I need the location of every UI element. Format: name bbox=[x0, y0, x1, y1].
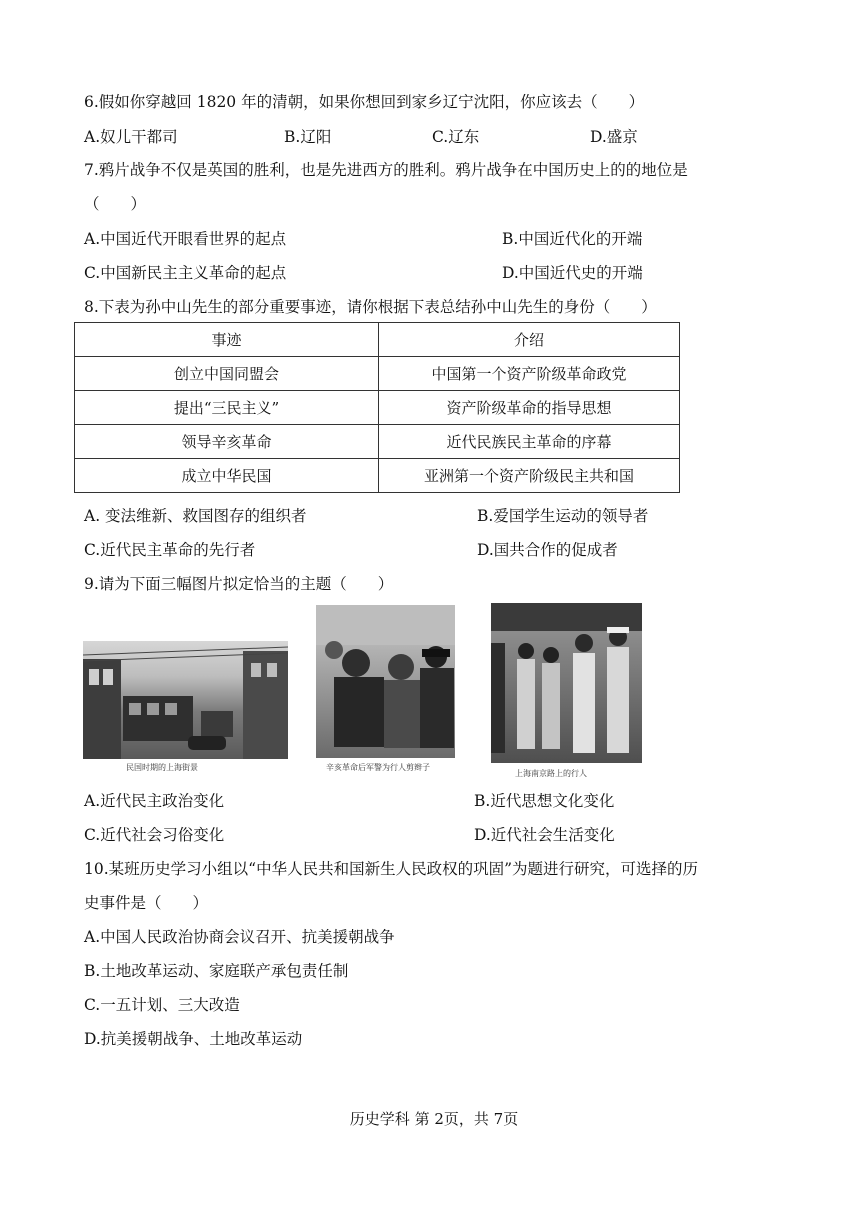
table-cell: 亚洲第一个资产阶级民主共和国 bbox=[379, 459, 680, 493]
table-header-row bbox=[75, 323, 680, 357]
q9-stem: 9.请为下面三幅图片拟定恰当的主题（ ） bbox=[84, 575, 394, 593]
table-header-cell: 介绍 bbox=[379, 323, 680, 357]
page-footer: 历史学科 第 2页，共 7页 bbox=[349, 1110, 519, 1128]
q9-option-d: D.近代社会生活变化 bbox=[474, 826, 615, 844]
q8-option-d: D.国共合作的促成者 bbox=[477, 541, 618, 559]
q10-option-d: D.抗美援朝战争、土地改革运动 bbox=[84, 1030, 303, 1048]
photo-caption-3: 上海南京路上的行人 bbox=[515, 769, 587, 778]
photo-caption-2: 辛亥革命后军警为行人剪辫子 bbox=[326, 763, 430, 772]
table-cell: 资产阶级革命的指导思想 bbox=[379, 391, 680, 425]
q10-stem-line1: 10.某班历史学习小组以“中华人民共和国新生人民政权的巩固”为题进行研究，可选择的历 bbox=[84, 860, 699, 878]
q6-option-c: C.辽东 bbox=[432, 128, 480, 146]
q6-option-b: B.辽阳 bbox=[284, 128, 332, 146]
q6-stem: 6.假如你穿越回 1820 年的清朝，如果你想回到家乡辽宁沈阳，你应该去（ ） bbox=[84, 93, 645, 111]
q8-option-a: A. 变法维新、救国图存的组织者 bbox=[84, 507, 307, 525]
q7-option-a: A.中国近代开眼看世界的起点 bbox=[84, 230, 287, 248]
q10-option-a: A.中国人民政治协商会议召开、抗美援朝战争 bbox=[84, 928, 395, 946]
q10-stem-line2: 史事件是（ ） bbox=[84, 894, 209, 912]
q9-option-b: B.近代思想文化变化 bbox=[474, 792, 615, 810]
q6-option-d: D.盛京 bbox=[590, 128, 638, 146]
q8-option-c: C.近代民主革命的先行者 bbox=[84, 541, 256, 559]
q7-option-b: B.中国近代化的开端 bbox=[502, 230, 643, 248]
q10-option-b: B.土地改革运动、家庭联产承包责任制 bbox=[84, 962, 349, 980]
q8-stem: 8.下表为孙中山先生的部分重要事迹，请你根据下表总结孙中山先生的身份（ ） bbox=[84, 298, 657, 316]
q6-option-a: A.奴儿干都司 bbox=[84, 128, 178, 146]
table-row bbox=[75, 391, 680, 425]
table-row bbox=[75, 425, 680, 459]
nanjing-road-photo bbox=[491, 603, 642, 763]
q7-stem-line2: （ ） bbox=[84, 195, 147, 213]
q7-option-c: C.中国新民主主义革命的起点 bbox=[84, 264, 287, 282]
table-header-cell: 事迹 bbox=[75, 323, 379, 357]
q7-option-d: D.中国近代史的开端 bbox=[502, 264, 643, 282]
q9-option-a: A.近代民主政治变化 bbox=[84, 792, 225, 810]
table-cell: 成立中华民国 bbox=[75, 459, 379, 493]
shanghai-street-photo bbox=[83, 641, 288, 759]
q10-option-c: C.一五计划、三大改造 bbox=[84, 996, 240, 1014]
q9-option-c: C.近代社会习俗变化 bbox=[84, 826, 225, 844]
q8-option-b: B.爱国学生运动的领导者 bbox=[477, 507, 649, 525]
table-row bbox=[75, 357, 680, 391]
table-cell: 中国第一个资产阶级革命政党 bbox=[379, 357, 680, 391]
table-cell: 近代民族民主革命的序幕 bbox=[379, 425, 680, 459]
sun-yatsen-table bbox=[74, 322, 680, 493]
photo-caption-1: 民国时期的上海街景 bbox=[126, 763, 198, 772]
table-cell: 创立中国同盟会 bbox=[75, 357, 379, 391]
table-row bbox=[75, 459, 680, 493]
table-cell: 领导辛亥革命 bbox=[75, 425, 379, 459]
queue-cutting-photo bbox=[316, 605, 455, 758]
q7-stem-line1: 7.鸦片战争不仅是英国的胜利，也是先进西方的胜利。鸦片战争在中国历史上的的地位是 bbox=[84, 161, 688, 179]
table-cell: 提出“三民主义” bbox=[75, 391, 379, 425]
